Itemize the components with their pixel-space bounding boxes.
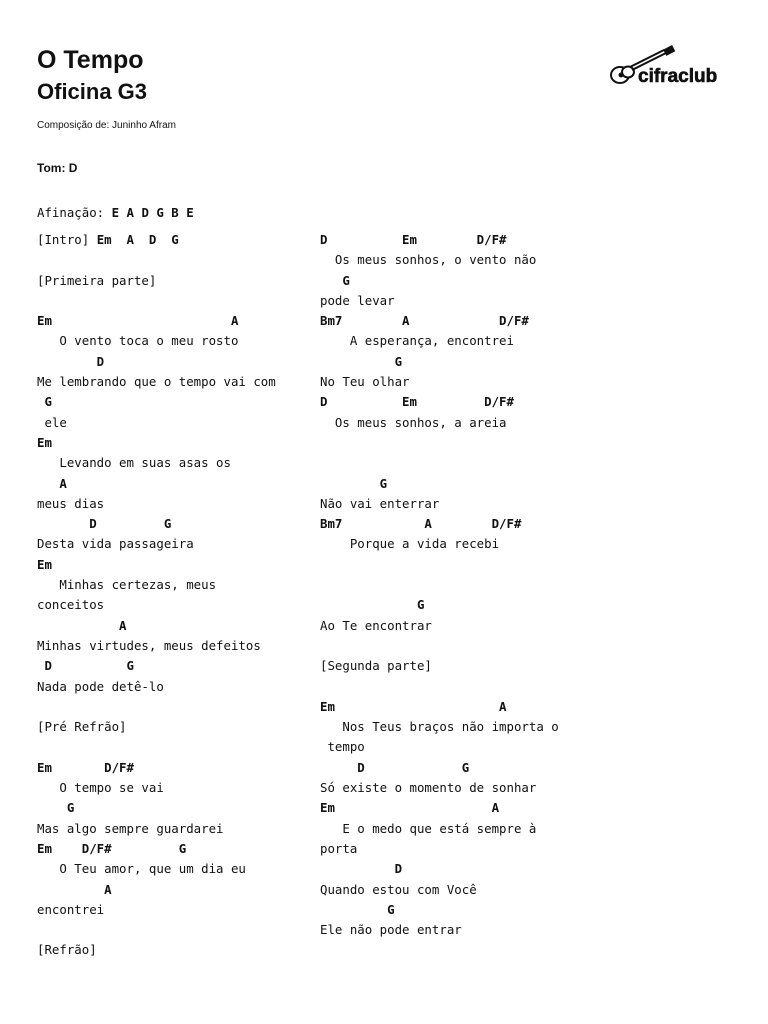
chord-line [37,616,276,636]
chord-text: G [320,597,425,613]
lyric-text: Ao Te encontrar [320,617,432,633]
lyric-line [37,230,276,250]
chord-text: D G [37,516,172,532]
chord-line [37,880,276,900]
chord-line [320,311,559,331]
lyric-line [320,656,559,676]
lyric-line [320,737,559,757]
lyric-text: Desta vida passageira [37,536,194,552]
lyric-line [37,900,276,920]
lyric-text: conceitos [37,597,105,613]
lyric-line [37,331,276,351]
lyric-line [37,737,276,757]
lyric-text: O Teu amor, que um dia eu [37,861,246,877]
tuning [37,205,194,221]
lyric-text: Os meus sonhos, a areia [320,414,507,430]
lyric-line [320,291,559,311]
lyric-text: pode levar [320,292,395,308]
chord-line [320,230,559,250]
chord-line [320,352,559,372]
chord-text: Em A [320,698,507,714]
chord-line [320,697,559,717]
lyric-line [37,778,276,798]
lyric-text: Nos Teus braços não importa o [320,719,559,735]
chord-text: Em D/F# G [37,840,187,856]
lyric-line [320,616,559,636]
lyric-text: Minhas certezas, meus [37,577,217,593]
chord-text: G [37,394,52,410]
lyric-text: No Teu olhar [320,374,410,390]
lyric-line [320,534,559,554]
lyrics-column-left [37,230,276,961]
chord-line [320,392,559,412]
chord-text: A [37,617,127,633]
lyric-line [37,595,276,615]
lyric-text: porta [320,840,358,856]
chord-text: D Em D/F# [320,232,507,247]
chord-line [320,798,559,818]
chord-line [320,595,559,615]
lyric-line [37,697,276,717]
logo-text: cifraclub [638,66,718,87]
chord-text: Em A [320,800,500,816]
lyric-line [37,677,276,697]
lyric-line [37,575,276,595]
chord-line [37,656,276,676]
lyric-line [37,534,276,554]
lyric-line [320,331,559,351]
chord-text: G [37,800,75,816]
lyric-text: encontrei [37,901,105,917]
chord-line [37,392,276,412]
chord-line [37,311,276,331]
chord-text: A [37,475,67,491]
lyric-text: O vento toca o meu rosto [37,333,239,349]
lyric-text: ele [37,414,67,430]
cifraclub-logo [606,45,724,97]
key-value: D [68,161,78,175]
artist-name: Oficina G3 [37,79,148,104]
lyric-line [37,250,276,270]
lyric-line [320,839,559,859]
lyric-line [37,717,276,737]
chord-text: G [320,272,350,288]
chord-line [320,859,559,879]
lyric-text: Minhas virtudes, meus defeitos [37,637,261,653]
song-key [37,160,77,176]
lyric-text: tempo [320,739,365,755]
chord-text: G [320,475,388,491]
lyric-text: [Segunda parte] [320,658,432,674]
lyric-line [320,778,559,798]
lyric-text: Levando em suas asas os [37,455,231,471]
chord-line [320,271,559,291]
chord-line [37,839,276,859]
chord-text: D [320,861,403,877]
composer-credit: Composição de: Juninho Afram [37,120,176,131]
chord-line [320,900,559,920]
lyric-text: O tempo se vai [37,780,164,796]
lyric-text: Os meus sonhos, o vento não [320,252,537,268]
chord-text: Em D/F# [37,759,134,775]
chord-text: G [320,901,395,917]
lyric-line [37,859,276,879]
chord-line [37,758,276,778]
lyric-line [37,920,276,940]
chord-text: Em [37,434,52,450]
lyric-text: [Primeira parte] [37,272,157,288]
tuning-label: Afinação: [37,205,105,220]
lyric-line [37,494,276,514]
lyric-text: meus dias [37,495,105,511]
chord-text: Bm7 A D/F# [320,313,529,329]
lyric-line [37,819,276,839]
lyric-line [320,575,559,595]
lyric-line [320,413,559,433]
lyric-line [320,494,559,514]
lyric-line [320,372,559,392]
lyric-line [320,433,559,453]
chord-text: Em [37,556,52,572]
chord-text: G [320,353,403,369]
lyric-text: Quando estou com Você [320,881,477,897]
chord-text: D G [37,658,134,674]
lyric-line [320,819,559,839]
lyric-text: Me lembrando que o tempo vai com [37,374,276,390]
lyric-line [320,677,559,697]
lyric-text: Não vai enterrar [320,495,440,511]
chord-line [37,798,276,818]
lyric-line [37,372,276,392]
tuning-value: E A D G B E [111,205,194,220]
chord-text: D G [320,759,470,775]
chord-text: D [37,353,105,369]
lyric-line [37,413,276,433]
lyric-text: [Refrão] [37,942,97,958]
chord-text: Bm7 A D/F# [320,516,522,532]
chord-line [320,758,559,778]
lyric-text: A esperança, encontrei [320,333,514,349]
lyric-text: Ele não pode entrar [320,922,462,938]
chord-line [320,474,559,494]
chord-line [320,514,559,534]
lyric-line [320,717,559,737]
key-label: Tom: [37,161,66,175]
lyric-line [320,636,559,656]
lyric-text: [Intro] [37,232,97,247]
lyric-text: Só existe o momento de sonhar [320,780,537,796]
lyric-line [320,880,559,900]
lyric-line [37,291,276,311]
lyric-text: [Pré Refrão] [37,719,127,735]
lyric-text: Mas algo sempre guardarei [37,820,224,836]
chord-text: Em A D G [96,232,179,247]
chord-text: A [37,881,112,897]
chord-line [37,474,276,494]
lyric-line [320,920,559,940]
chord-line [37,352,276,372]
lyric-line [37,453,276,473]
chord-line [37,514,276,534]
lyric-text: Nada pode detê-lo [37,678,164,694]
lyric-text: Porque a vida recebi [320,536,500,552]
lyric-line [37,636,276,656]
lyric-line [320,250,559,270]
chord-text: Em A [37,313,239,329]
lyric-line [37,271,276,291]
chord-line [37,433,276,453]
lyric-line [320,453,559,473]
lyric-text: E o medo que está sempre à [320,820,537,836]
lyric-line [320,555,559,575]
song-title: O Tempo [37,46,144,74]
lyrics-column-right [320,230,559,940]
chord-text: D Em D/F# [320,394,514,410]
lyric-line [37,940,276,960]
chord-line [37,555,276,575]
